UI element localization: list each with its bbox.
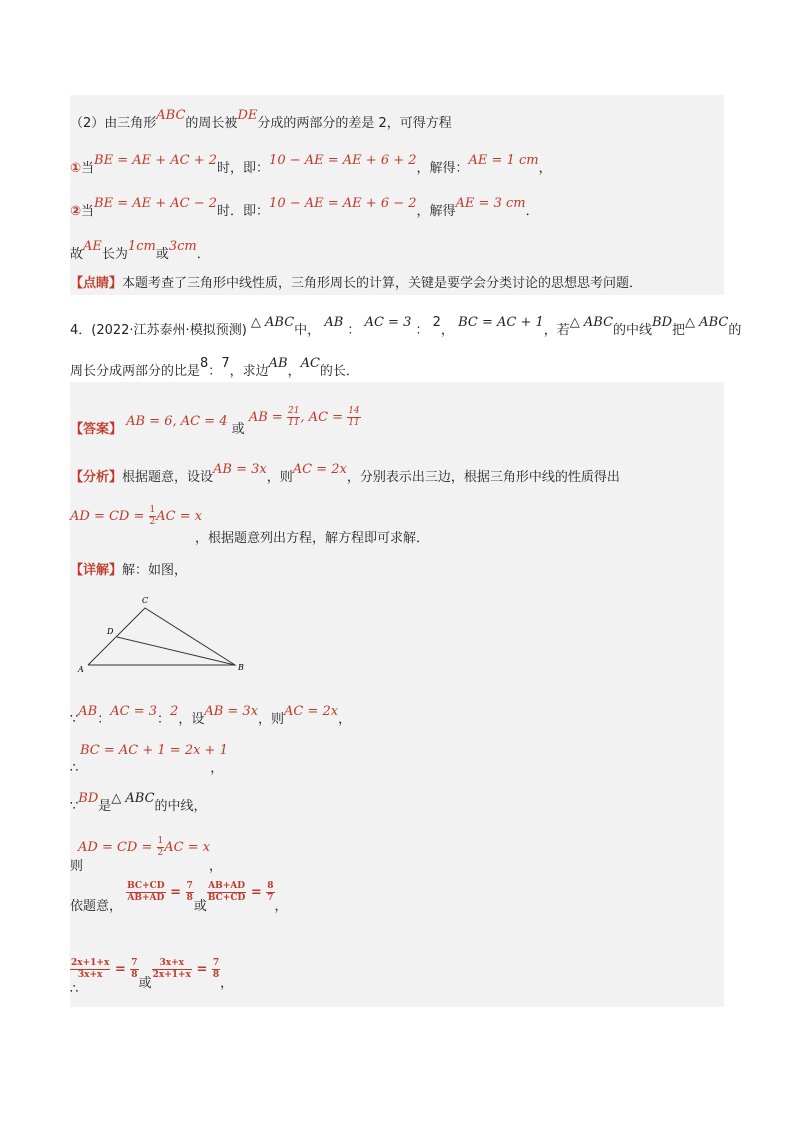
text: 当 [81, 161, 95, 176]
text: 分成的两部分的差是 2，可得方程 [257, 116, 452, 131]
text: ， [287, 364, 301, 379]
frac-den: 7 [267, 893, 274, 903]
math-seven: 7 [221, 356, 230, 371]
because-symbol: ∵ [70, 712, 79, 727]
frac-den: 8 [186, 893, 193, 903]
math-part: = [246, 885, 267, 900]
text: 的中线， [154, 799, 207, 814]
part2-line1 [70, 108, 452, 131]
math-ac: AC = 3 [110, 704, 158, 719]
dianjing-text: 本题考查了三角形中线性质，三角形周长的计算，关键是要学会分类讨论的思想思考问题． [122, 276, 643, 291]
frac-den: 3x+x [77, 970, 103, 980]
math-ab: AB [268, 356, 288, 371]
math-bd: BD [78, 791, 99, 806]
label-a: A [78, 665, 84, 674]
math-bd: BD [652, 315, 673, 330]
frac-num: 7 [131, 958, 138, 968]
frac-den: 8 [131, 970, 138, 980]
math-value: 1cm [127, 239, 156, 254]
frac-num: 3x+x [152, 958, 192, 970]
dianjing-tag: 【点睛】 [70, 276, 123, 291]
math-ab: AB [78, 704, 98, 719]
math-ac: AC = 3 [364, 315, 412, 330]
step-1 [70, 704, 352, 727]
text: 的 [728, 323, 742, 338]
text: 把 [672, 323, 686, 338]
math-de: DE [237, 108, 258, 123]
math-eq: BE = AE + AC − 2 [94, 196, 218, 211]
text: ，设 [178, 712, 205, 727]
text: ，则 [258, 712, 285, 727]
frac-den: 11 [287, 418, 300, 428]
text: 或 [231, 422, 245, 437]
math-two: 2 [432, 315, 441, 330]
frac-num: AB+AD [208, 881, 246, 891]
circle-number-1: ① [70, 161, 82, 176]
text: 时，即： [217, 161, 270, 176]
math-ratio [126, 881, 194, 903]
text: ： [415, 323, 429, 338]
math-eq: AC = x [156, 509, 203, 524]
text: 当 [81, 204, 95, 219]
math-eq: AD = CD = [70, 509, 149, 524]
question4-line1 [70, 315, 742, 338]
analysis-line1 [70, 462, 620, 485]
question-number: 4．(2022·江苏泰州·模拟预测) [70, 323, 247, 338]
text: 是 [98, 799, 112, 814]
text: 长为 [101, 247, 128, 262]
frac-den: 2 [149, 517, 156, 527]
text: ， [209, 859, 223, 874]
therefore-symbol: ∴ [70, 761, 79, 776]
text: ，则 [266, 470, 293, 485]
text: ， [440, 323, 454, 338]
text: ，求边 [229, 364, 269, 379]
math-triangle: △ ABC [111, 791, 155, 806]
math-answer: AE = 1 cm [468, 153, 539, 168]
text: 或 [138, 976, 152, 991]
frac-den: BC+CD [207, 893, 246, 903]
math-ratio [70, 958, 139, 980]
text: 的长． [319, 364, 359, 379]
text: 则 [70, 859, 84, 874]
detail-tag: 【详解】 [70, 563, 123, 578]
math-eq: AB = 3x [213, 462, 267, 477]
math-ac: AC [300, 356, 320, 371]
triangle-figure [70, 590, 260, 680]
answer-line [70, 406, 361, 441]
median-bd [117, 637, 235, 665]
analysis-line3 [195, 527, 429, 546]
step-3 [70, 791, 207, 814]
math-part: = [191, 962, 212, 977]
text: 依题意， [70, 899, 123, 914]
frac-den: AB+AD [127, 893, 165, 903]
text: （2）由三角形 [70, 116, 157, 131]
text: ，若 [543, 323, 570, 338]
text: ： [208, 364, 222, 379]
math-ratio [152, 958, 221, 980]
math-bc: BC = AC + 1 [458, 315, 544, 330]
math-eq: BE = AE + AC + 2 [94, 153, 218, 168]
part2-line3 [70, 196, 539, 219]
math-eight: 8 [200, 356, 209, 371]
frac-num: 2x+1+x [71, 958, 110, 968]
because-symbol: ∵ [70, 799, 79, 814]
frac-den: 2x+1+x [152, 970, 191, 980]
frac-num: 7 [186, 881, 193, 891]
math-eq: AC = x [164, 840, 211, 855]
text: ： [347, 323, 361, 338]
text: ： [157, 712, 171, 727]
text: ： [97, 712, 111, 727]
math-part: = [110, 962, 131, 977]
frac-num: 8 [267, 881, 274, 891]
text: ，解得： [416, 161, 469, 176]
text: 的周长被 [185, 116, 238, 131]
text: 或 [193, 899, 207, 914]
text: ， [210, 761, 224, 776]
text: 周长分成两部分的比是 [70, 364, 201, 379]
math-ae: AE [83, 239, 102, 254]
text: ，分别表示出三边，根据三角形中线的性质得出 [346, 470, 620, 485]
frac-num: 14 [348, 406, 360, 416]
step-2 [70, 743, 228, 758]
math-eq: AC = 2x [292, 462, 347, 477]
question4-line2 [70, 356, 359, 379]
circle-number-2: ② [70, 204, 82, 219]
math-eq: AD = CD = [78, 840, 157, 855]
text: ． [196, 247, 210, 262]
part2-line4 [70, 239, 210, 262]
text: 的中线 [613, 323, 653, 338]
detail-line [70, 559, 187, 578]
label-c: C [142, 596, 149, 605]
step-2-tail [70, 757, 223, 776]
math-answer: AE = 3 cm [455, 196, 526, 211]
text: ， [338, 712, 352, 727]
frac-num: 7 [212, 958, 220, 968]
frac-num: 1 [149, 505, 156, 515]
math-eq: 10 − AE = AE + 6 + 2 [269, 153, 417, 168]
math-two: 2 [170, 704, 179, 719]
dianjing-line [70, 272, 642, 291]
text: ， [274, 899, 288, 914]
step-4 [70, 855, 222, 874]
text: ， [220, 976, 234, 991]
label-b: B [238, 663, 244, 672]
frac-den: 11 [348, 418, 360, 428]
math-part: , AC = [300, 410, 348, 425]
frac-den: 8 [212, 970, 220, 980]
frac-den: 2 [157, 848, 164, 858]
frac-num: BC+CD [127, 881, 165, 891]
analysis-tag: 【分析】 [70, 470, 123, 485]
text: ． [525, 204, 539, 219]
math-eq: AC = 2x [284, 704, 339, 719]
text: ，解得 [416, 204, 456, 219]
math-triangle: △ ABC [685, 315, 729, 330]
therefore-symbol: ∴ [70, 982, 79, 997]
step-6 [70, 958, 234, 991]
text: 解：如图， [122, 563, 188, 578]
math-eq: AB = 3x [204, 704, 259, 719]
analysis-line2-eq [70, 505, 202, 528]
math-eq: BC = AC + 1 = 2x + 1 [80, 743, 228, 758]
text: 中， [294, 323, 321, 338]
math-abc: ABC [156, 108, 186, 123]
part2-line2 [70, 153, 552, 176]
text: 根据题意，设设 [122, 470, 214, 485]
text: ，根据题意列出方程，解方程即可求解． [195, 531, 430, 546]
answer-value2 [248, 406, 361, 428]
frac-num: 1 [157, 836, 164, 846]
step-5 [70, 881, 288, 918]
math-part: = [165, 885, 186, 900]
step-6-sym [70, 982, 78, 997]
frac-num: 21 [287, 406, 300, 416]
math-eq: 10 − AE = AE + 6 − 2 [269, 196, 417, 211]
math-triangle: △ ABC [250, 315, 295, 330]
answer-tag: 【答案】 [70, 422, 123, 437]
math-triangle: △ ABC [569, 315, 614, 330]
label-d: D [107, 627, 114, 636]
answer-value1: AB = 6, AC = 4 [126, 414, 228, 429]
math-part: AB = [248, 410, 287, 425]
math-ratio [207, 881, 275, 903]
math-value: 3cm [168, 239, 197, 254]
math-ab: AB [324, 315, 344, 330]
text: 故 [70, 247, 84, 262]
text: 时．即： [217, 204, 270, 219]
text: ， [538, 161, 552, 176]
triangle-abc [88, 608, 235, 665]
text: 或 [155, 247, 169, 262]
